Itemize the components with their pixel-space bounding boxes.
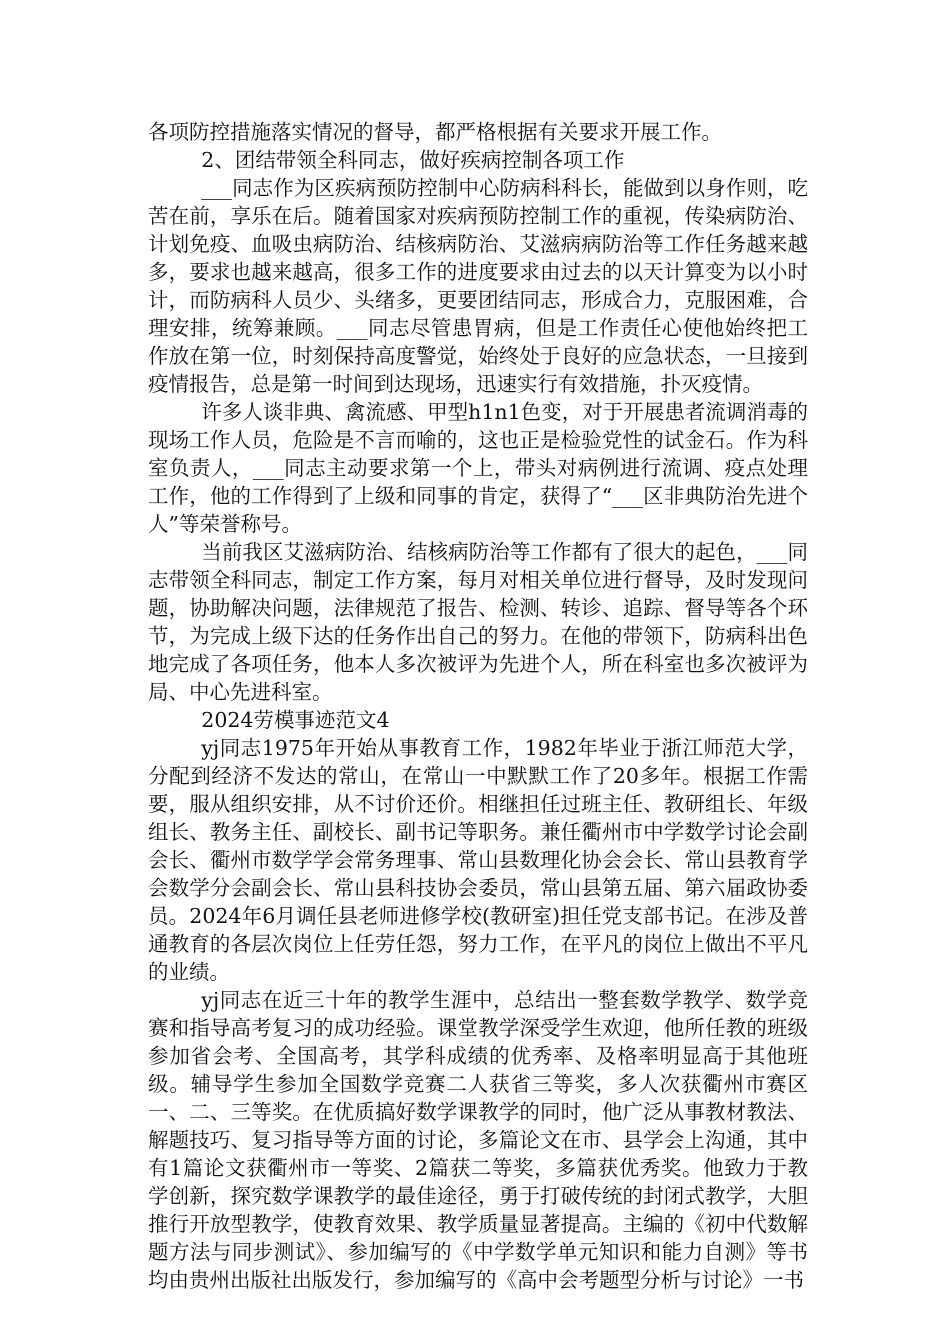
paragraph: ___同志作为区疾病预防控制中心防病科科长，能做到以身作则，吃苦在前，享乐在后。随着国家对疾病预防控制工作的重视，传染病防治、计划免疫、血吸虫病防治、结核病防治、艾滋病病防治等工作任务越来越多，要求也越来越高，很多工作的进度要求由过去的以天计算变为以小时计，而防病科人员少、头绪多，更要团结同志，形成合力，克服困难，合理安排，统筹兼顾。___同志尽管患胃病，但是工作责任心使他始终把工作放在第一位，时刻保持高度警觉，始终处于良好的应急状态，一旦接到疫情报告，总是第一时间到达现场，迅速实行有效措施，扑灭疫情。: [148, 176, 808, 396]
paragraph-continuation: 各项防控措施落实情况的督导，都严格根据有关要求开展工作。: [148, 120, 722, 144]
paragraph: yj同志在近三十年的教学生涯中，总结出一整套数学教学、数学竞赛和指导高考复习的成功经验。课堂教学深受学生欢迎，他所任教的班级参加省会考、全国高考，其学科成绩的优秀率、及格率明显高于其他班级。辅导学生参加全国数学竞赛二人获省三等奖，多人次获衢州市赛区一、二、三等奖。在优质搞好数学课教学的同时，他广泛从事教材教法、解题技巧、复习指导等方面的讨论，多篇论文在市、县学会上沟通，其中有1篇论文获衢州市一等奖、2篇获二等奖，多篇获优秀奖。他致力于教学创新，探究数学课教学的最佳途径，勇于打破传统的封闭式教学，大胆推行开放型教学，使教育效果、教学质量显著提高。主编的《初中代数解题方法与同步测试》、参加编写的《中学数学单元知识和能力自测》等书均由贵州出版社出版发行，参加编写的《高中会考题型分析与讨论》一书: [148, 988, 808, 1292]
section-title: 2024劳模事迹范文4: [201, 708, 390, 732]
paragraph: 许多人谈非典、禽流感、甲型h1n1色变，对于开展患者流调消毒的现场工作人员，危险是不言而喻的，这也正是检验党性的试金石。作为科室负责人，___同志主动要求第一个上，带头对病例进行流调、疫点处理工作，他的工作得到了上级和同事的肯定，获得了“___区非典防治先进个人”等荣誉称号。: [148, 400, 808, 536]
document-page: [148, 118, 808, 1294]
section-heading: 2、团结带领全科同志，做好疾病控制各项工作: [201, 148, 625, 172]
paragraph: yj同志1975年开始从事教育工作，1982年毕业于浙江师范大学，分配到经济不发达的常山，在常山一中默默工作了20多年。根据工作需要，服从组织安排，从不讨价还价。相继担任过班主任、教研组长、年级组长、教务主任、副校长、副书记等职务。兼任衢州市中学数学讨论会副会长、衢州市数学学会常务理事、常山县数理化协会会长、常山县教育学会数学分会副会长、常山县科技协会委员，常山县第五届、第六届政协委员。2024年6月调任县老师进修学校(教研室)担任党支部书记。在涉及普通教育的各层次岗位上任劳任怨，努力工作，在平凡的岗位上做出不平凡的业绩。: [148, 736, 808, 984]
paragraph: 当前我区艾滋病防治、结核病防治等工作都有了很大的起色，___同志带领全科同志，制定工作方案，每月对相关单位进行督导，及时发现问题，协助解决问题，法律规范了报告、检测、转诊、追踪、督导等各个环节，为完成上级下达的任务作出自己的努力。在他的带领下，防病科出色地完成了各项任务，他本人多次被评为先进个人，所在科室也多次被评为局、中心先进科室。: [148, 540, 808, 704]
